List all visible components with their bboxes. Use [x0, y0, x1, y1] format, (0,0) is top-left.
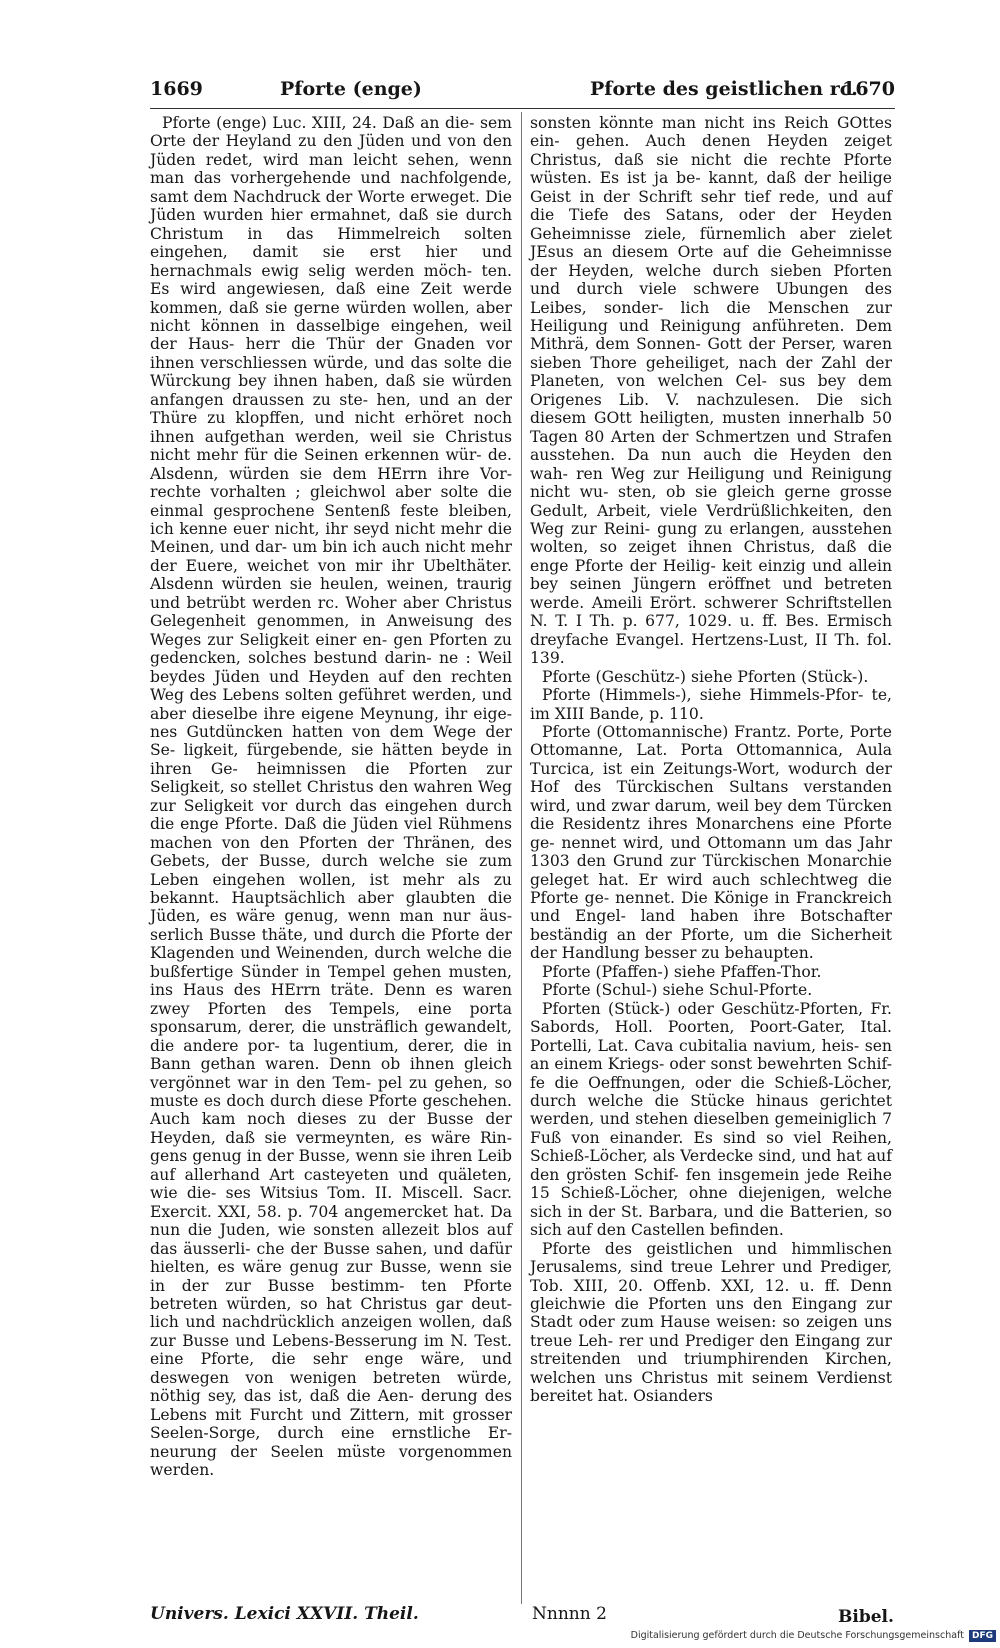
text-line: die sehr enge wäre, und deswegen von wenigen [150, 1350, 512, 1387]
text-line: Pforte (Geschütz-) siehe Pforten (Stück-). [542, 667, 869, 686]
paragraph [530, 963, 892, 981]
text-line: gesprochene Sentenß feste bleiben, ich kenne euer [150, 501, 512, 538]
text-line: sem Orte der Heyland zu den Jüden und von den [150, 114, 512, 151]
text-line: rer und Prediger den Eingang zur streitenden und [530, 1331, 892, 1369]
credit-text: Digitalisierung gefördert durch die Deutsche Forschungsgemeinschaft [630, 1630, 964, 1641]
text-line: derung des Lebens mit Furcht und Zittern, mit [150, 1387, 512, 1424]
text-line: wurden hier ermahnet, daß sie durch Christum [150, 206, 512, 243]
text-line: hen, und an der Thüre zu klopffen, und nicht [150, 390, 513, 428]
paragraph [530, 1240, 892, 1406]
text-line: sie nicht die rechte Pforte wüsten. Es ist ja be- [530, 150, 892, 188]
text-line: allerhand Art casteyeten und quäleten, wie die- [150, 1165, 512, 1203]
text-line: fe die Oeffnungen, oder die Schieß-Löcher, durch [530, 1073, 892, 1111]
text-line: ren Weg zur Heiligung und Reinigung nicht wu- [530, 464, 892, 502]
text-line: Christus den wahren Weg zur Seligkeit vor durch [150, 778, 513, 815]
text-line: sen an einem Kriegs- oder sonst bewehrten Schif- [530, 1036, 892, 1074]
header-title-left: Pforte (enge) [280, 78, 422, 100]
text-line: II Th. fol. 139. [530, 630, 892, 668]
text-line: Klagenden und Weinenden, durch welche die [150, 944, 512, 963]
text-line: rechte vorhalten ; gleichwol aber solte die einmal [150, 483, 512, 520]
volume-line: Univers. Lexici XXVII. Theil. [150, 1604, 419, 1624]
text-line: Pforte (Pfaffen-) siehe Pfaffen-Thor. [542, 962, 822, 981]
text-line: genug zur Busse, wenn sie in der zur Busse bestimm- [150, 1258, 512, 1295]
text-line: Fr. Sabords, Holl. Poorten, Poort-Gater, [530, 999, 892, 1037]
text-line: Woher aber Christus Gelegenheit genommen, [150, 593, 512, 631]
text-line: ten Pforte betreten würden, so hat Christus gar deut- [150, 1276, 512, 1313]
text-line: betreten würde, nöthig sey, das ist, daß die Aen- [150, 1368, 512, 1406]
text-line: XXI, 58. p. 704 angemercket hat. Da nun die [150, 1202, 512, 1240]
text-line: durch viele schwere Ubungen des Leibes, sonder- [530, 280, 892, 317]
text-line: Aula Turcica, ist ein Zeitungs-Wort, wodurch [530, 741, 892, 778]
text-line: von mir ihr Ubelthäter. Alsdenn würden sie [150, 556, 512, 594]
text-line: Jüden viel Rühmens machen von den Pforten [150, 815, 512, 852]
text-line: land haben ihre Botschafter beständig an der [530, 907, 892, 944]
text-line: tief rede, und auf die Tiefe des Satans, oder [530, 187, 892, 225]
page-number-right: 1670 [842, 78, 895, 100]
text-line: Verdecke sind, und hat auf den grösten Schif- [530, 1147, 892, 1184]
text-line: Pforten des Tempels, eine porta sponsarum, [150, 999, 512, 1037]
text-line: Pforte (Himmels-), siehe Himmels-Pfor- [542, 686, 864, 705]
text-line: triumphirenden Kirchen, welchen uns Christus [530, 1350, 892, 1387]
text-line: ligkeit, fürgebende, sie hätten beyde in ihren Ge- [150, 741, 512, 778]
catchword: Bibel. [838, 1607, 894, 1627]
text-line: Denn ob ihnen gleich vergönnet war in den Tem- [150, 1055, 512, 1092]
text-line: pel zu gehen, so muste es doch durch diese Pforte [150, 1073, 512, 1111]
text-line: Christus nicht mehr für die Seinen erkennen wür- [150, 427, 512, 465]
text-line: Tagen 80 Arten der Schmertzen und Strafen [530, 427, 892, 446]
text-line: ihnen Christus, daß die enge Pforte der Heilig- [530, 538, 893, 575]
paragraph [530, 114, 892, 668]
text-line: Pforte (Ottomannische) Frantz. Porte, [542, 722, 845, 741]
paragraph [530, 981, 892, 999]
text-line: Bes. Ermisch dreyfache Evangel. Hertzens-Lust, [530, 612, 892, 649]
text-line: ne : Weil beydes Jüden und Heyden auf den [150, 649, 512, 686]
text-line: Jüden redet, wird man leicht sehen, wenn man [150, 150, 512, 188]
text-line: te, im XIII Bande, p. 110. [530, 686, 892, 723]
text-line: Schriftstellen N. T. I Th. p. 677, 1029. u. ff. [530, 593, 892, 631]
text-line: der Heyden, welche durch sieben Pforten und [530, 261, 892, 299]
text-line: sten, ob sie gleich gerne grosse Gedult, Arbeit, [530, 483, 892, 520]
text-line: erst hier und hernachmals ewig selig werden möch- [150, 243, 512, 280]
text-line: viele Verdrüßlichkeiten, den Weg zur Reini- [530, 501, 892, 538]
dfg-logo: DFG [969, 1630, 996, 1642]
paragraph [530, 668, 892, 686]
text-line: nicht, ihr seyd nicht mehr die Meinen, und dar- [150, 519, 512, 557]
text-line: Pforten (Stück-) oder Geschütz-Pforten, [542, 999, 864, 1018]
text-line: welche die Stücke hinaus gerichtet werden, und [530, 1092, 892, 1129]
text-line: lich und nachdrücklich anzeigen wollen, daß zur Busse [150, 1313, 512, 1350]
text-line: Pforte (enge) Luc. XIII, 24. Daß an die- [162, 114, 475, 132]
text-line: würde, und das solte die Würckung bey ihnen [150, 353, 512, 391]
left-column [150, 114, 512, 1480]
text-line: ten. Es wird angewiesen, daß eine Zeit werde [150, 261, 512, 299]
text-line: Juden, wie sonsten allezeit blos auf das äusserli- [150, 1221, 512, 1258]
page-number-left: 1669 [150, 78, 203, 100]
text-line: zu behaupten. [701, 944, 814, 963]
text-line: nennet wird, und Ottomann um das Jahr 1303 [530, 833, 892, 871]
text-line: oder zum Hause weisen: so zeigen uns treue Leh- [530, 1313, 892, 1350]
text-line: Tob. XIII, 20. Offenb. XXI, 12. u. ff. Denn [530, 1276, 892, 1295]
text-line: Pforte (Schul-) siehe Schul-Pforte. [542, 981, 813, 1000]
text-line: Gott der Perser, waren sieben Thore geheiliget, [530, 335, 892, 372]
text-line: der Thränen, des Gebets, der Busse, durch [150, 833, 512, 871]
text-line: che der Busse sahen, und dafür hielten, es wäre [150, 1239, 512, 1277]
text-line: nach der Zahl der Planeten, von welchen Cel- [530, 353, 892, 391]
text-line: gleichwie die Pforten uns den Eingang zur Stadt [530, 1295, 892, 1332]
text-line: serlich Busse thäte, und durch die Pforte der [150, 925, 512, 944]
text-line: können in dasselbige eingehen, weil der Haus- [150, 316, 512, 354]
text-line: diejenigen, welche sich in der St. Barbara, und [530, 1184, 892, 1221]
text-line: bußfertige Sünder in Tempel gehen musten, ins [150, 962, 512, 1000]
right-column [530, 114, 892, 1406]
text-line: der Heyden, daß sie vermeynten, es wäre Rin- [150, 1110, 512, 1147]
header-title-right: Pforte des geistlichen rc. [590, 78, 858, 100]
text-line: das eingehen durch die enge Pforte. Daß die [150, 796, 512, 834]
text-line: Pforte des geistlichen und himmlischen [542, 1239, 892, 1258]
text-line: heimnissen die Pforten zur Seligkeit, so stellet [150, 759, 512, 797]
text-line: Porte Ottomanne, Lat. Porta Ottomannica, [530, 722, 892, 760]
text-line: zielet JEsus an diesem Orte auf die Geheimnisse [530, 224, 892, 262]
paragraph [530, 1000, 892, 1240]
text-line: als zu bekannt. Hauptsächlich aber glaubten [150, 870, 512, 908]
text-line: den Grund zur Türckischen Monarchie geleget [530, 852, 892, 889]
text-line: neurung der Seelen müste vorgenommen werden. [150, 1442, 512, 1480]
text-line: keit einzig und allein bey seinen Jüngern eröffnet [530, 556, 892, 594]
text-line: sus bey dem Origenes Lib. V. nachzulesen. Die [530, 372, 892, 409]
text-line: derer, die unsträflich gewandelt, die andere por- [150, 1018, 512, 1055]
text-line: in Anweisung des Weges zur Seligkeit einer en- [150, 612, 512, 649]
text-line: Ital. Portelli, Lat. Cava cubitalia navium, heis- [530, 1018, 892, 1055]
text-line: in das Himmelreich solten eingehen, damit sie [150, 224, 512, 262]
text-line: herr die Thür der Gnaden vor ihnen verschliessen [150, 335, 512, 372]
text-line: kannt, daß der heilige Geist in der Schrift sehr [530, 169, 892, 206]
text-line: grosser Seelen-Sorge, durch eine ernstliche Er- [150, 1405, 512, 1443]
text-line: und Lebens-Besserung im N. Test. eine Pforte, [150, 1331, 512, 1369]
text-line: nes Gutdüncken hatten von dem Wege der Se- [150, 722, 512, 760]
running-header [150, 78, 895, 108]
text-line: lich die Menschen zur Heiligung und Reinigung [530, 298, 892, 335]
text-line: die Jüden, es wäre genug, wenn man nur äus- [150, 889, 512, 926]
text-line: fen insgemein jede Reihe 15 Schieß-Löcher, ohne [530, 1165, 892, 1203]
text-line: anführeten. Dem Mithrä, dem Sonnen- [530, 316, 892, 354]
column-divider [521, 112, 522, 1604]
text-line: gung zu erlangen, ausstehen wolten, so zeiget [530, 519, 892, 557]
text-line: gens genug in der Busse, wenn sie ihren Leib auf [150, 1147, 512, 1184]
text-line: gehen. Auch denen Heyden zeiget Christus, daß [530, 132, 892, 169]
text-line: wird, und zwar darum, weil bey dem Türcken [530, 796, 892, 815]
text-line: Jerusalems, sind treue Lehrer und Prediger, [530, 1258, 892, 1277]
text-line: de. Alsdenn, würden sie dem HErrn ihre Vor- [150, 446, 512, 483]
text-line: die Residentz ihres Monarchens eine Pforte ge- [530, 815, 892, 852]
signature-mark: Nnnnn 2 [532, 1604, 607, 1624]
text-line: welche sie zum Leben eingehen wollen, ist mehr [150, 852, 513, 889]
text-line: ses Witsius Tom. II. Miscell. Sacr. Exercit. [150, 1184, 512, 1221]
paragraph [530, 686, 892, 723]
text-line: stehen dieselben gemeiniglich 7 Fuß von einander. [530, 1110, 893, 1147]
text-line: kommen, daß sie gerne würden wollen, aber nicht [150, 298, 512, 335]
text-line: haben, daß sie würden anfangen draussen zu ste- [150, 372, 512, 409]
text-line: der Hof des Türckischen Sultans verstanden [530, 759, 892, 797]
text-line: heulen, weinen, traurig und betrübt werden rc. [150, 575, 513, 612]
text-line: um bin ich auch nicht mehr der Euere, weichet [150, 538, 512, 575]
text-line: sich diesem GOtt heiligten, musten innerhalb 50 [530, 390, 892, 428]
text-line: Es sind so viel Reihen, Schieß-Löcher, als [530, 1128, 892, 1166]
text-line: ausstehen. Da nun auch die Heyden den wah- [530, 446, 892, 483]
text-line: und betreten werde. Ameili Erört. schwerer [530, 575, 892, 612]
text-line: das vorhergehende und nachfolgende, samt dem [150, 169, 512, 206]
text-line: rechten Weg des Lebens solten geführet werden, [150, 667, 512, 705]
text-line: nennet. Die Könige in Franckreich und Engel- [530, 889, 892, 926]
text-line: geschehen. Auch kam noch dieses zu der Busse [150, 1092, 512, 1129]
text-line: Pforte, um die Sicherheit der Handlung besser [530, 925, 892, 963]
text-line: erhöret noch ihnen aufgethan werden, weil sie [150, 409, 512, 446]
text-line: der Heyden Geheimnisse ziele, fürnemlich aber [530, 206, 892, 243]
text-line: Haus des HErrn träte. Denn es waren zwey [150, 981, 512, 1018]
text-line: gen Pforten zu gedencken, solches bestund darin- [150, 630, 512, 668]
header-rule [150, 108, 895, 109]
text-line: mit seinem Verdienst bereitet hat. Osianders [530, 1368, 892, 1406]
digitization-credit [560, 1630, 996, 1644]
text-line: und aber dieselbe ihre eigene Meynung, ihr eige- [150, 686, 512, 723]
text-line: ta lugentium, derer, die in Bann gethan waren. [150, 1036, 512, 1074]
paragraph [530, 723, 892, 963]
text-line: Nachdruck der Worte erweget. Die Jüden [150, 187, 512, 225]
text-line: sonsten könnte man nicht ins Reich GOttes ein- [530, 114, 892, 151]
paragraph [150, 114, 512, 1480]
text-line: hat. Er wird auch schlechtweg die Pforte ge- [530, 870, 892, 908]
text-line: die Batterien, so sich auf den Castellen befinden. [530, 1202, 892, 1240]
